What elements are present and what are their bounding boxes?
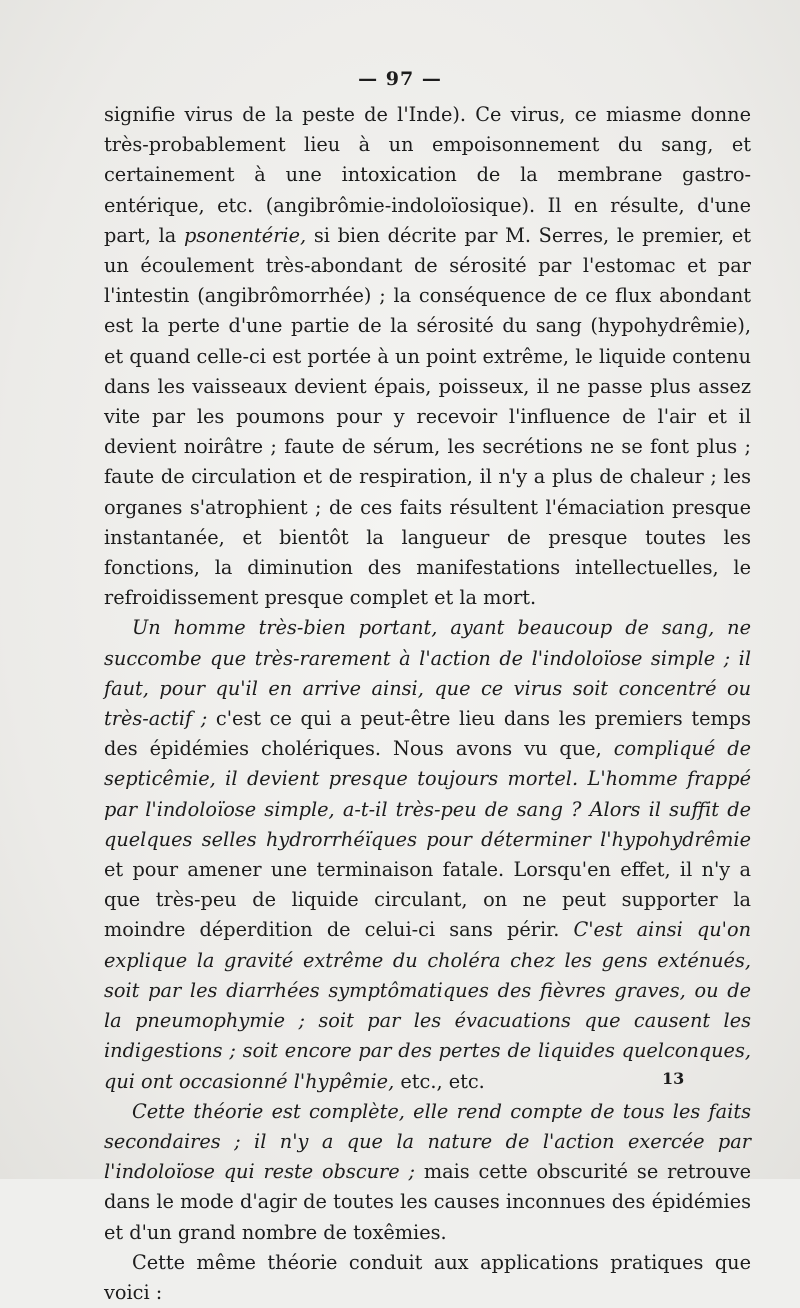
italic-text-run: Cette théorie est complète, elle rend compte de tous les faits secondaires ; il n'y a que la nature de l'action exercée par l'indoloïose qui reste obscure ;	[104, 1099, 751, 1184]
text-run: et pour amener une terminaison fatale. Lorsqu'en effet, il n'y a que très-peu de liquide circulant, on ne peut supporter la moindre déperdition de celui-ci sans périr.	[104, 858, 751, 942]
text-run: si bien décrite par M. Serres, le premier, et un écoulement très-abondant de sérosité par l'estomac et par l'intestin (angibrômorrhée) ; la conséquence de ce flux abondant est la perte d'une partie de la sérosité du sang (hypohydrêmie), et quand celle-ci est portée à un point extrême, le liquide contenu dans les vaisseaux devient épais, poisseux, il ne passe plus assez vite par les poumons pour y recevoir l'influence de l'air et il devient noirâtre ; faute de sérum, les secrétions ne se font plus ; faute de circulation et de respiration, il n'y a plus de chaleur ; les organes s'atrophient ; de ces faits résultent l'émaciation presque instantanée, et bientôt la langueur de presque toutes les fonctions, la diminution des manifestations intellectuelles, le refroidissement presque complet et la mort.	[104, 223, 751, 610]
text-run: signifie virus de la peste de l'Inde). Ce virus, ce miasme donne très-probablement lieu à un empoisonnement du sang, et certainement à une intoxication de la membrane gastro-entérique, etc. (angibrômie-indoloïosique). Il en résulte, d'une part, la	[104, 103, 751, 247]
italic-text-run: C'est ainsi qu'on explique la gravité extrême du choléra chez les gens exténués, soit par les diarrhées symptômatiques des fièvres graves, ou de la pneumophymie ; soit par les évacuations que causent les indigestions ; soit encore par des pertes de liquides quelconques, qui ont occasionné l'hypêmie,	[104, 918, 751, 1093]
body-text	[104, 100, 751, 1308]
text-run: mais cette obscurité se retrouve dans le mode d'agir de toutes les causes inconnues des épidémies et d'un grand nombre de toxêmies.	[104, 1160, 751, 1244]
paragraph-2	[104, 613, 751, 1096]
italic-text-run: compliqué de septicêmie, il devient presque toujours mortel. L'homme frappé par l'indoloïose simple, a-t-il très-peu de sang ? Alors il suffit de quelques selles hydrorrhéïques pour déterminer l'hypohydrêmie	[104, 737, 752, 851]
text-run: c'est ce qui a peut-être lieu dans les premiers temps des épidémies cholériques. Nous avons vu que,	[104, 707, 751, 761]
paragraph-1	[104, 100, 751, 613]
text-run: etc., etc.	[394, 1069, 485, 1093]
signature-mark: 13	[662, 1069, 685, 1088]
italic-text-run: Un homme très-bien portant, ayant beaucoup de sang, ne succombe que très-rarement à l'action de l'indoloïose simple ; il faut, pour qu'il en arrive ainsi, que ce virus soit concentré ou très-actif ;	[104, 616, 751, 731]
paragraph-4	[104, 1248, 751, 1308]
text-run: Cette même théorie conduit aux applications pratiques que voici :	[104, 1250, 751, 1304]
italic-text-run: psonentérie,	[183, 223, 307, 247]
paragraph-3	[104, 1097, 751, 1248]
page-number: — 97 —	[358, 68, 442, 90]
